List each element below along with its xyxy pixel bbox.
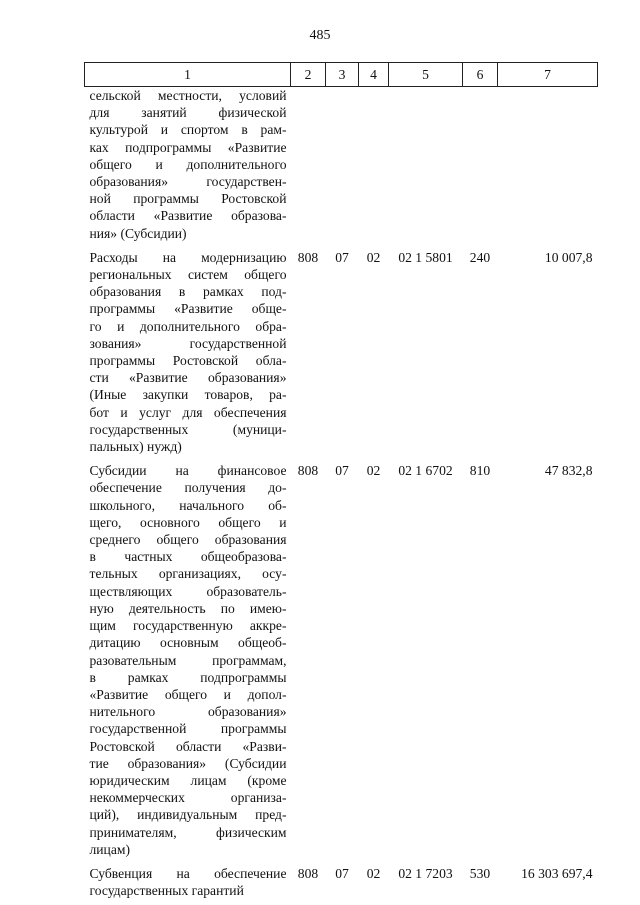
page-number: 485 — [309, 28, 331, 43]
description-line: Субсидии на финансовое — [89, 463, 287, 479]
description-line: Субвенция на обеспечение — [89, 865, 287, 881]
amount — [498, 87, 598, 249]
row-description — [85, 87, 291, 249]
table-row — [85, 87, 598, 249]
ministry-code: 808 — [297, 463, 319, 479]
description-line: образования в рамках под- — [89, 284, 287, 300]
description-line: государственных (муници- — [89, 421, 287, 437]
description-line: разовательным программам, — [89, 652, 287, 668]
header-col-6: 6 — [463, 63, 498, 87]
subsection-code: 02 — [366, 249, 381, 265]
target-article-code: 02 1 6702 — [398, 463, 453, 479]
description-line: лицам) — [89, 841, 130, 857]
row-description — [85, 462, 291, 865]
description-line: программы «Развитие обще- — [89, 301, 287, 317]
table-header — [85, 63, 598, 87]
description-line: образования» государствен- — [89, 174, 287, 190]
description-line: в частных общеобразова- — [89, 549, 287, 565]
ministry-code — [291, 87, 326, 249]
section-code: 07 — [335, 463, 349, 479]
description-line: государственных гарантий — [89, 883, 244, 899]
description-line: зования» государственной — [89, 335, 287, 351]
subsection-code: 02 — [366, 463, 381, 479]
expense-type-code: 810 — [469, 463, 491, 479]
description-line: щим государственную аккре- — [89, 618, 287, 634]
description-line: в рамках подпрограммы — [89, 669, 287, 685]
description-line: региональных систем общего — [89, 267, 287, 283]
description-line: государственной программы — [89, 721, 287, 737]
table-row — [85, 462, 598, 865]
expense-type-code: 530 — [469, 865, 491, 881]
description-line: некоммерческих организа- — [89, 790, 287, 806]
description-line: ную деятельность по имею- — [89, 600, 287, 616]
description-line: нительного образования» — [89, 704, 287, 720]
description-line: сельской местности, условий — [89, 88, 287, 103]
expense-type-code: 240 — [469, 249, 491, 265]
description-line: среднего общего образования — [89, 532, 287, 548]
header-col-4: 4 — [359, 63, 389, 87]
description-line: Ростовской области «Разви- — [89, 738, 287, 754]
subsection-code — [359, 87, 389, 249]
header-col-3: 3 — [326, 63, 359, 87]
amount: 16 303 697,4 — [521, 865, 593, 881]
description-line: щего, основного общего и — [89, 514, 287, 530]
description-line: ния» (Субсидии) — [89, 225, 187, 241]
subsection-code: 02 — [366, 865, 381, 881]
description-line: (Иные закупки товаров, ра- — [89, 387, 287, 403]
description-line: пальных) нужд) — [89, 439, 182, 455]
amount: 47 832,8 — [544, 463, 593, 479]
description-line: бот и услуг для обеспечения — [89, 404, 287, 420]
header-col-7: 7 — [498, 63, 598, 87]
description-line: программы Ростовской обла- — [89, 353, 287, 369]
section-code: 07 — [335, 249, 349, 265]
description-line: юридическим лицам (кроме — [89, 772, 287, 788]
table-row — [85, 249, 598, 462]
description-line: обеспечение получения до- — [89, 480, 287, 496]
budget-table — [84, 62, 598, 899]
description-line: тельных организациях, осу- — [89, 566, 287, 582]
description-line: культурой и спортом в рам- — [89, 122, 287, 138]
description-line: дитацию основным общеоб- — [89, 635, 287, 651]
description-line: ществляющих образователь- — [89, 583, 287, 599]
description-line: общего и дополнительного — [89, 156, 287, 172]
row-description — [85, 865, 291, 899]
header-col-1: 1 — [85, 63, 291, 87]
description-line: Расходы на модернизацию — [89, 249, 287, 265]
description-line: тие образования» (Субсидии — [89, 755, 287, 771]
description-line: ций), индивидуальным пред- — [89, 807, 287, 823]
amount: 10 007,8 — [544, 249, 593, 265]
description-line: школьного, начального об- — [89, 497, 287, 513]
header-row — [85, 63, 598, 87]
header-col-2: 2 — [291, 63, 326, 87]
target-article-code — [389, 87, 463, 249]
description-line: для занятий физической — [89, 105, 287, 121]
description-line: го и дополнительного обра- — [89, 318, 287, 334]
description-line: принимателям, физическим — [89, 824, 287, 840]
section-code: 07 — [335, 865, 349, 881]
target-article-code: 02 1 5801 — [398, 249, 453, 265]
target-article-code: 02 1 7203 — [398, 865, 453, 881]
ministry-code: 808 — [297, 249, 319, 265]
description-line: «Развитие общего и допол- — [89, 686, 287, 702]
table-body — [85, 87, 598, 900]
ministry-code: 808 — [297, 865, 319, 881]
description-line: сти «Развитие образования» — [89, 370, 287, 386]
description-line: ной программы Ростовской — [89, 191, 287, 207]
description-line: ках подпрограммы «Развитие — [89, 139, 287, 155]
table-row — [85, 865, 598, 899]
expense-type-code — [463, 87, 498, 249]
row-description — [85, 249, 291, 462]
description-line: области «Развитие образова- — [89, 208, 287, 224]
section-code — [326, 87, 359, 249]
header-col-5: 5 — [389, 63, 463, 87]
